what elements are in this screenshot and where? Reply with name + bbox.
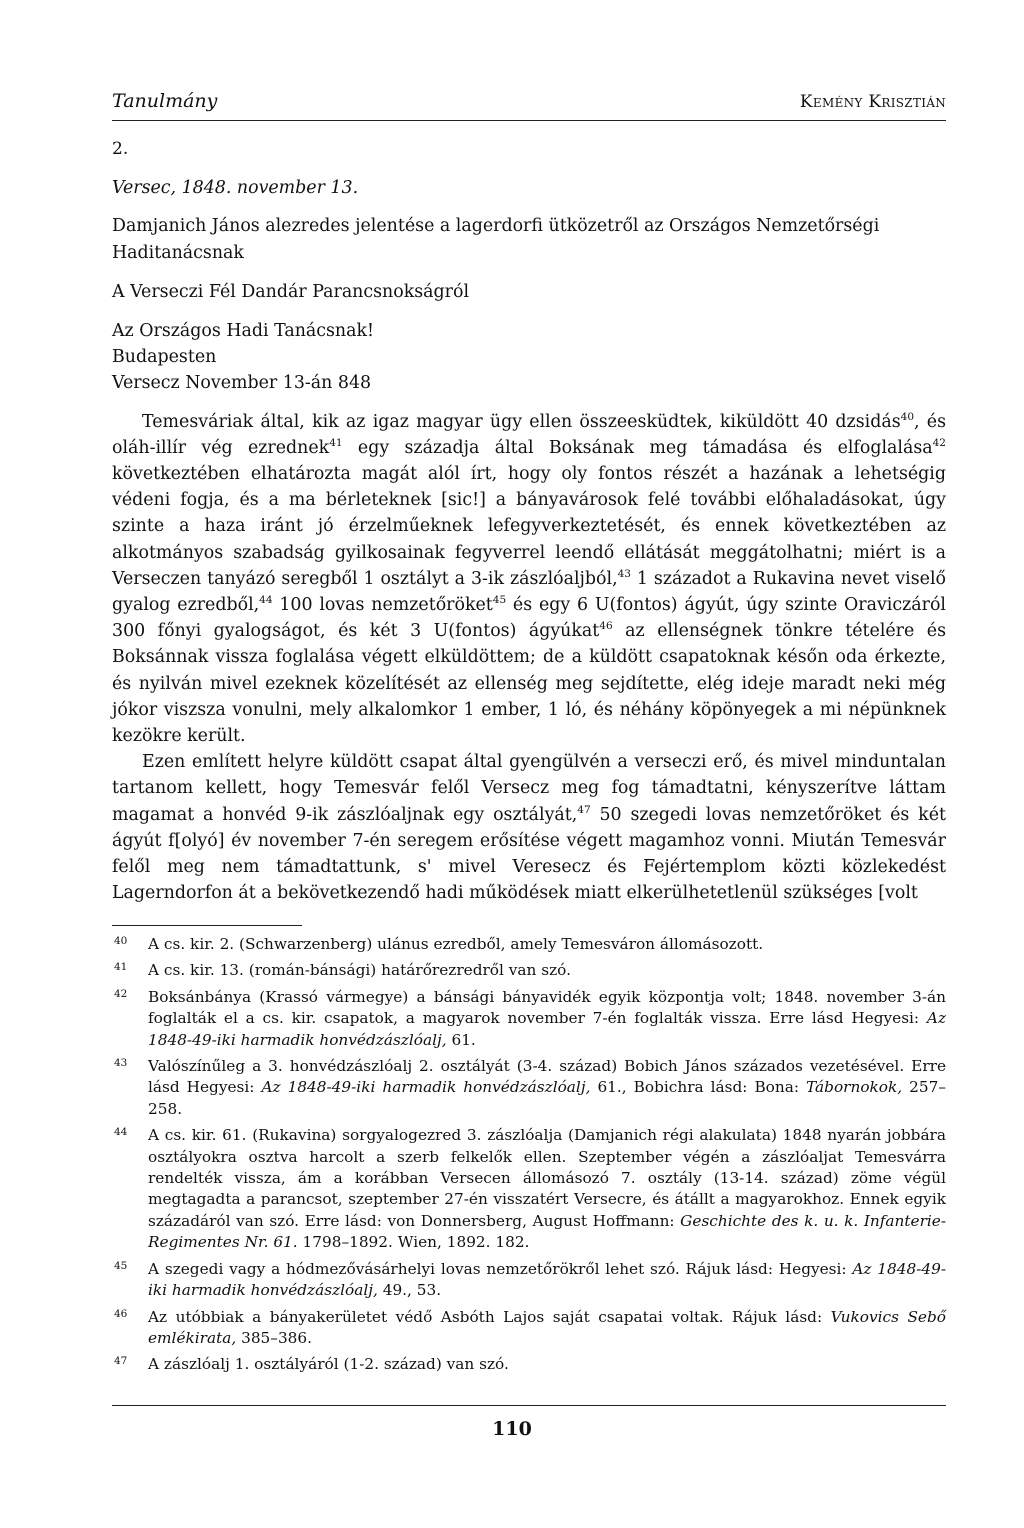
footnote [112,987,946,1051]
footnote-number: 47 [114,1355,128,1368]
address-line: Budapesten [112,347,217,368]
bottom-divider [112,1405,946,1406]
footnote-number: 42 [114,987,128,1000]
main-text [112,136,946,906]
page-number: 110 [492,1418,532,1440]
body-paragraph-1: Temesváriak által, kik az igaz magyar ügy ellen összeesküdtek, kiküldött 40 dzsidás$^{40}$, és oláh-illír vég ezrednek$^{41}$ egy századja által Boksának meg támadása és elfoglalása$^{42}$ következtében elhatározta magát alól írt, hogy oly fontos részét a hazának a lehetségig védeni fogja, és a ma bérleteknek [sic!] a bányavárosok felé további előhaladásokat, úgy szinte a haza iránt jó érzelműeknek lefegyverkeztetését, és ennek következtében az alkotmányos szabadság gyilkosainak fegyverrel leendő ellátását meggátolhatni; miért is a Verseczen tanyázó seregből 1 osztályt a 3-ik zászlóaljból,$^{43}$ 1 századot a Rukavina nevet viselő gyalog ezredből,$^{44}$ 100 lovas nemzetőröket$^{45}$ és egy 6 U(fontos) ágyút, úgy szinte Oraviczáról 300 főnyi gyalogságot, és két 3 U(fontos) ágyúkat$^{46}$ az ellenségnek tönkre tételére és Boksánnak vissza foglalása végett elküldöttem; de a küldött csapatoknak későn oda érkezte, és nyilván mivel ezeknek közelítését az ellenség meg sejdítette, elég ideje maradt neki még jókor viszsza vonulni, mely alkalomkor 1 ember, 1 ló, és néhány köpönyegek a mi népünknek kezökre került. [112,410,946,747]
document-sender: A Verseczi Fél Dandár Parancsnokságról [112,281,470,302]
footnote-text: Boksánbánya (Krassó vármegye) a bánsági bányavidék egyik központja volt; 1848. november 3-án foglalták el a cs. kir. csapatok, a magyarok november 7-én foglalták vissza. Erre lásd Hegyesi: Az 1848-49-iki harmadik honvédzászlóalj, 61. [148,987,946,1049]
footnote-text: A szegedi vagy a hódmezővásárhelyi lovas nemzetőrökről lehet szó. Rájuk lásd: Hegyesi: Az 1848-49-iki harmadik honvédzászlóalj, 49., 53. [148,1259,947,1300]
footnote [112,1259,946,1302]
footnote-ref: 45 [492,594,507,607]
footnotes [112,934,946,1381]
footnote-number: 40 [114,935,128,947]
address-line: Az Országos Hadi Tanácsnak! [112,321,375,342]
footnote-ref: 47 [577,803,591,816]
footnote-ref: 42 [932,437,946,450]
footnote-number: 43 [114,1057,128,1070]
footnote-number: 45 [114,1259,128,1272]
footnote-text: Az utóbbiak a bányakerületet védő Asbóth Lajos saját csapatai voltak. Rájuk lásd: Vukovics Sebő emlékirata, 385–386. [148,1307,946,1347]
document-number: 2. [112,139,129,159]
footnote-text: A cs. kir. 13. (román-bánsági) határőrezredről van szó. [148,961,571,980]
footnote-number: 44 [114,1126,128,1139]
footnote-divider [112,925,302,926]
footnote-text: A cs. kir. 2. (Schwarzenberg) ulánus ezredből, amely Temesváron állomásozott. [148,935,764,953]
footnote [112,1354,946,1375]
address-block [112,318,946,397]
document-date: Versec, 1848. november 13. [112,178,359,199]
footnote-ref: 44 [259,594,273,607]
document-title: Damjanich János alezredes jelentése a lagerdorfi ütközetről az Országos Nemzetőrségi Haditanácsnak [112,216,880,263]
footnote-ref: 40 [900,410,915,423]
header-section-title: Tanulmány [112,90,218,112]
footnote [112,1125,946,1253]
body-paragraph-2: Ezen említett helyre küldött csapat által gyengülvén a verseczi erő, és mivel minduntalan tartanom kellett, hogy Temesvár felől Versecz meg fog támadtatni, kényszerítve láttam magamat a honvéd 9-ik zászlóaljnak egy osztályát,$^{47}$ 50 szegedi lovas nemzetőröket és két ágyút f[olyó] év november 7-én seregem erősítése végett magamhoz vonni. Miután Temesvár felől meg nem támadtattunk, s' mivel Veresecz és Fejértemplom közti közlekedést Lagerndorfon át a bekövetkezendő hadi működések miatt elkerülhetetlenül szükséges [volt [112,752,946,904]
header-author: Kemény Krisztián [799,92,946,112]
footnote [112,934,946,955]
address-line: Versecz November 13-án 848 [112,373,372,394]
footnote [112,960,946,981]
footnote-text: A zászlóalj 1. osztályáról (1-2. század) van szó. [148,1355,509,1374]
footnote-ref: 46 [599,620,613,633]
footnote-text: A cs. kir. 61. (Rukavina) sorgyalogezred 3. zászlóalja (Damjanich régi alakulata) 1848 nyarán jobbára osztályokra osztva harcolt a szerb felkelők ellen. Szeptember végén a zászlóaljat Temesvárra rendelték vissza, ám a korábban Versecen állomásozó 7. osztály (13-14. század) zöme végül megtagadta a parancsot, szeptember 27-én visszatért Versecre, és átállt a magyarokhoz. Ennek egyik századáról van szó. Erre lásd: von Donnersberg, August Hoffmann: Geschichte des k. u. k. Infanterie-Regimentes Nr. 61. 1798–1892. Wien, 1892. 182. [148,1126,946,1252]
footnote-ref: 41 [329,437,343,450]
footnote [112,1307,946,1350]
footnote-number: 46 [114,1307,128,1320]
footnote-ref: 43 [617,568,631,581]
running-header [112,86,946,121]
footnote [112,1056,946,1120]
footnote-text: Valószínűleg a 3. honvédzászlóalj 2. osztályát (3-4. század) Bobich János százados vezetésével. Erre lásd Hegyesi: Az 1848-49-iki harmadik honvédzászlóalj, 61., Bobichra lásd: Bona: Tábornokok, 257–258. [148,1057,947,1118]
footnote-number: 41 [114,961,128,974]
